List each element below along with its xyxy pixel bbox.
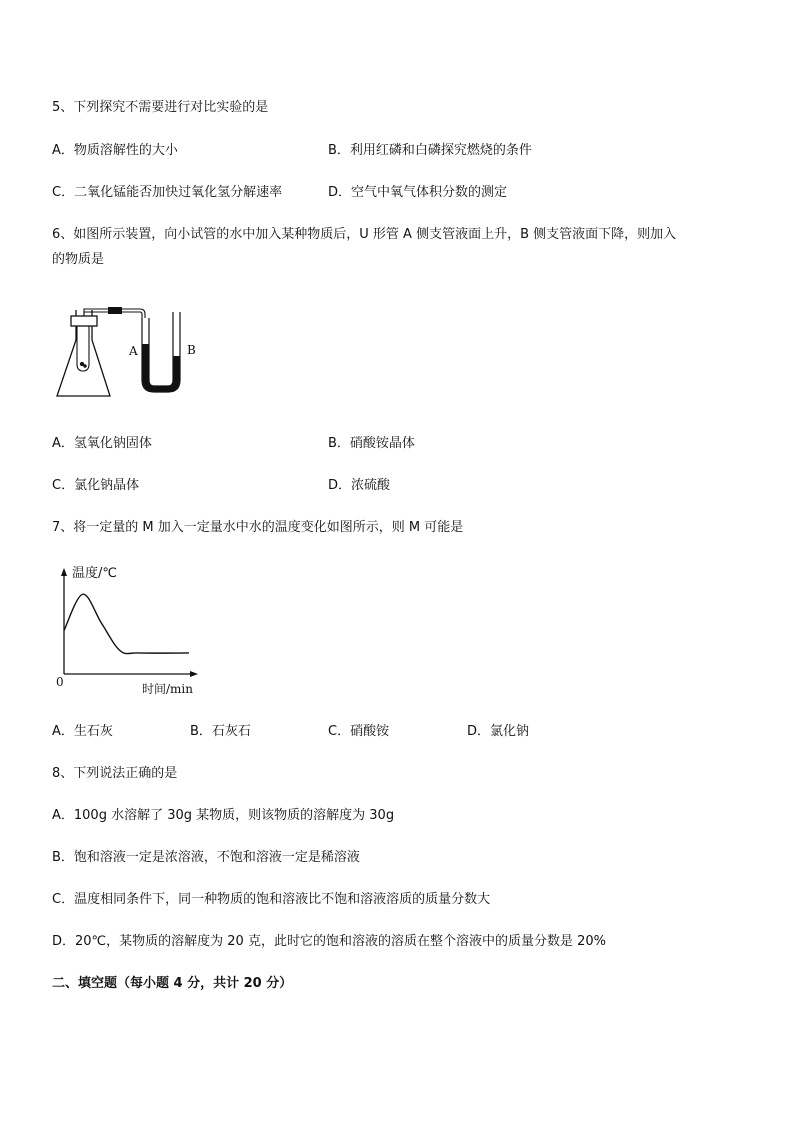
q8-option-a: A．100g 水溶解了 30g 某物质，则该物质的溶解度为 30g	[52, 808, 395, 823]
q6-stem-line2: 的物质是	[52, 252, 105, 267]
temperature-curve	[64, 594, 189, 653]
q6-apparatus-figure	[50, 298, 210, 402]
u-tube-icon	[142, 312, 180, 392]
q6-option-c: C．氯化钠晶体	[52, 478, 140, 493]
label-a: A	[129, 344, 138, 358]
q7-stem: 7、将一定量的 M 加入一定量水中水的温度变化如图所示，则 M 可能是	[52, 520, 464, 535]
y-axis-arrow	[61, 568, 67, 576]
q7-option-b: B．石灰石	[190, 724, 251, 739]
q8-stem: 8、下列说法正确的是	[52, 766, 178, 781]
q5-stem: 5、下列探究不需要进行对比实验的是	[52, 100, 269, 115]
q5-option-d: D．空气中氧气体积分数的测定	[328, 185, 508, 200]
q6-option-b: B．硝酸铵晶体	[328, 436, 415, 451]
q8-option-b: B．饱和溶液一定是浓溶液，不饱和溶液一定是稀溶液	[52, 850, 360, 865]
q6-option-a: A．氢氧化钠固体	[52, 436, 152, 451]
q6-option-d: D．浓硫酸	[328, 478, 391, 493]
rubber-connector	[108, 307, 122, 314]
x-axis-label: 时间/min	[142, 682, 193, 696]
q8-option-c: C．温度相同条件下，同一种物质的饱和溶液比不饱和溶液溶质的质量分数大	[52, 892, 491, 907]
section-2-title: 二、填空题（每小题 4 分，共计 20 分）	[52, 976, 293, 991]
q7-option-c: C．硝酸铵	[328, 724, 390, 739]
q8-option-d: D．20℃，某物质的溶解度为 20 克，此时它的饱和溶液的溶质在整个溶液中的质量分数是 20%	[52, 934, 606, 949]
q7-option-d: D．氯化钠	[467, 724, 530, 739]
origin-label: 0	[56, 675, 64, 689]
q5-option-b: B．利用红磷和白磷探究燃烧的条件	[328, 143, 532, 158]
q5-option-a: A．物质溶解性的大小	[52, 143, 178, 158]
test-tube-icon	[77, 326, 89, 371]
q7-temperature-chart	[52, 560, 212, 700]
conical-flask-icon	[57, 310, 110, 396]
y-axis-label: 温度/℃	[72, 566, 117, 581]
q6-stem-line1: 6、如图所示装置，向小试管的水中加入某种物质后，U 形管 A 侧支管液面上升，B 侧支管液面下降，则加入	[52, 227, 677, 242]
q7-option-a: A．生石灰	[52, 724, 113, 739]
x-axis-arrow	[190, 671, 198, 677]
label-b: B	[187, 343, 196, 357]
q5-option-c: C．二氧化锰能否加快过氧化氢分解速率	[52, 185, 283, 200]
